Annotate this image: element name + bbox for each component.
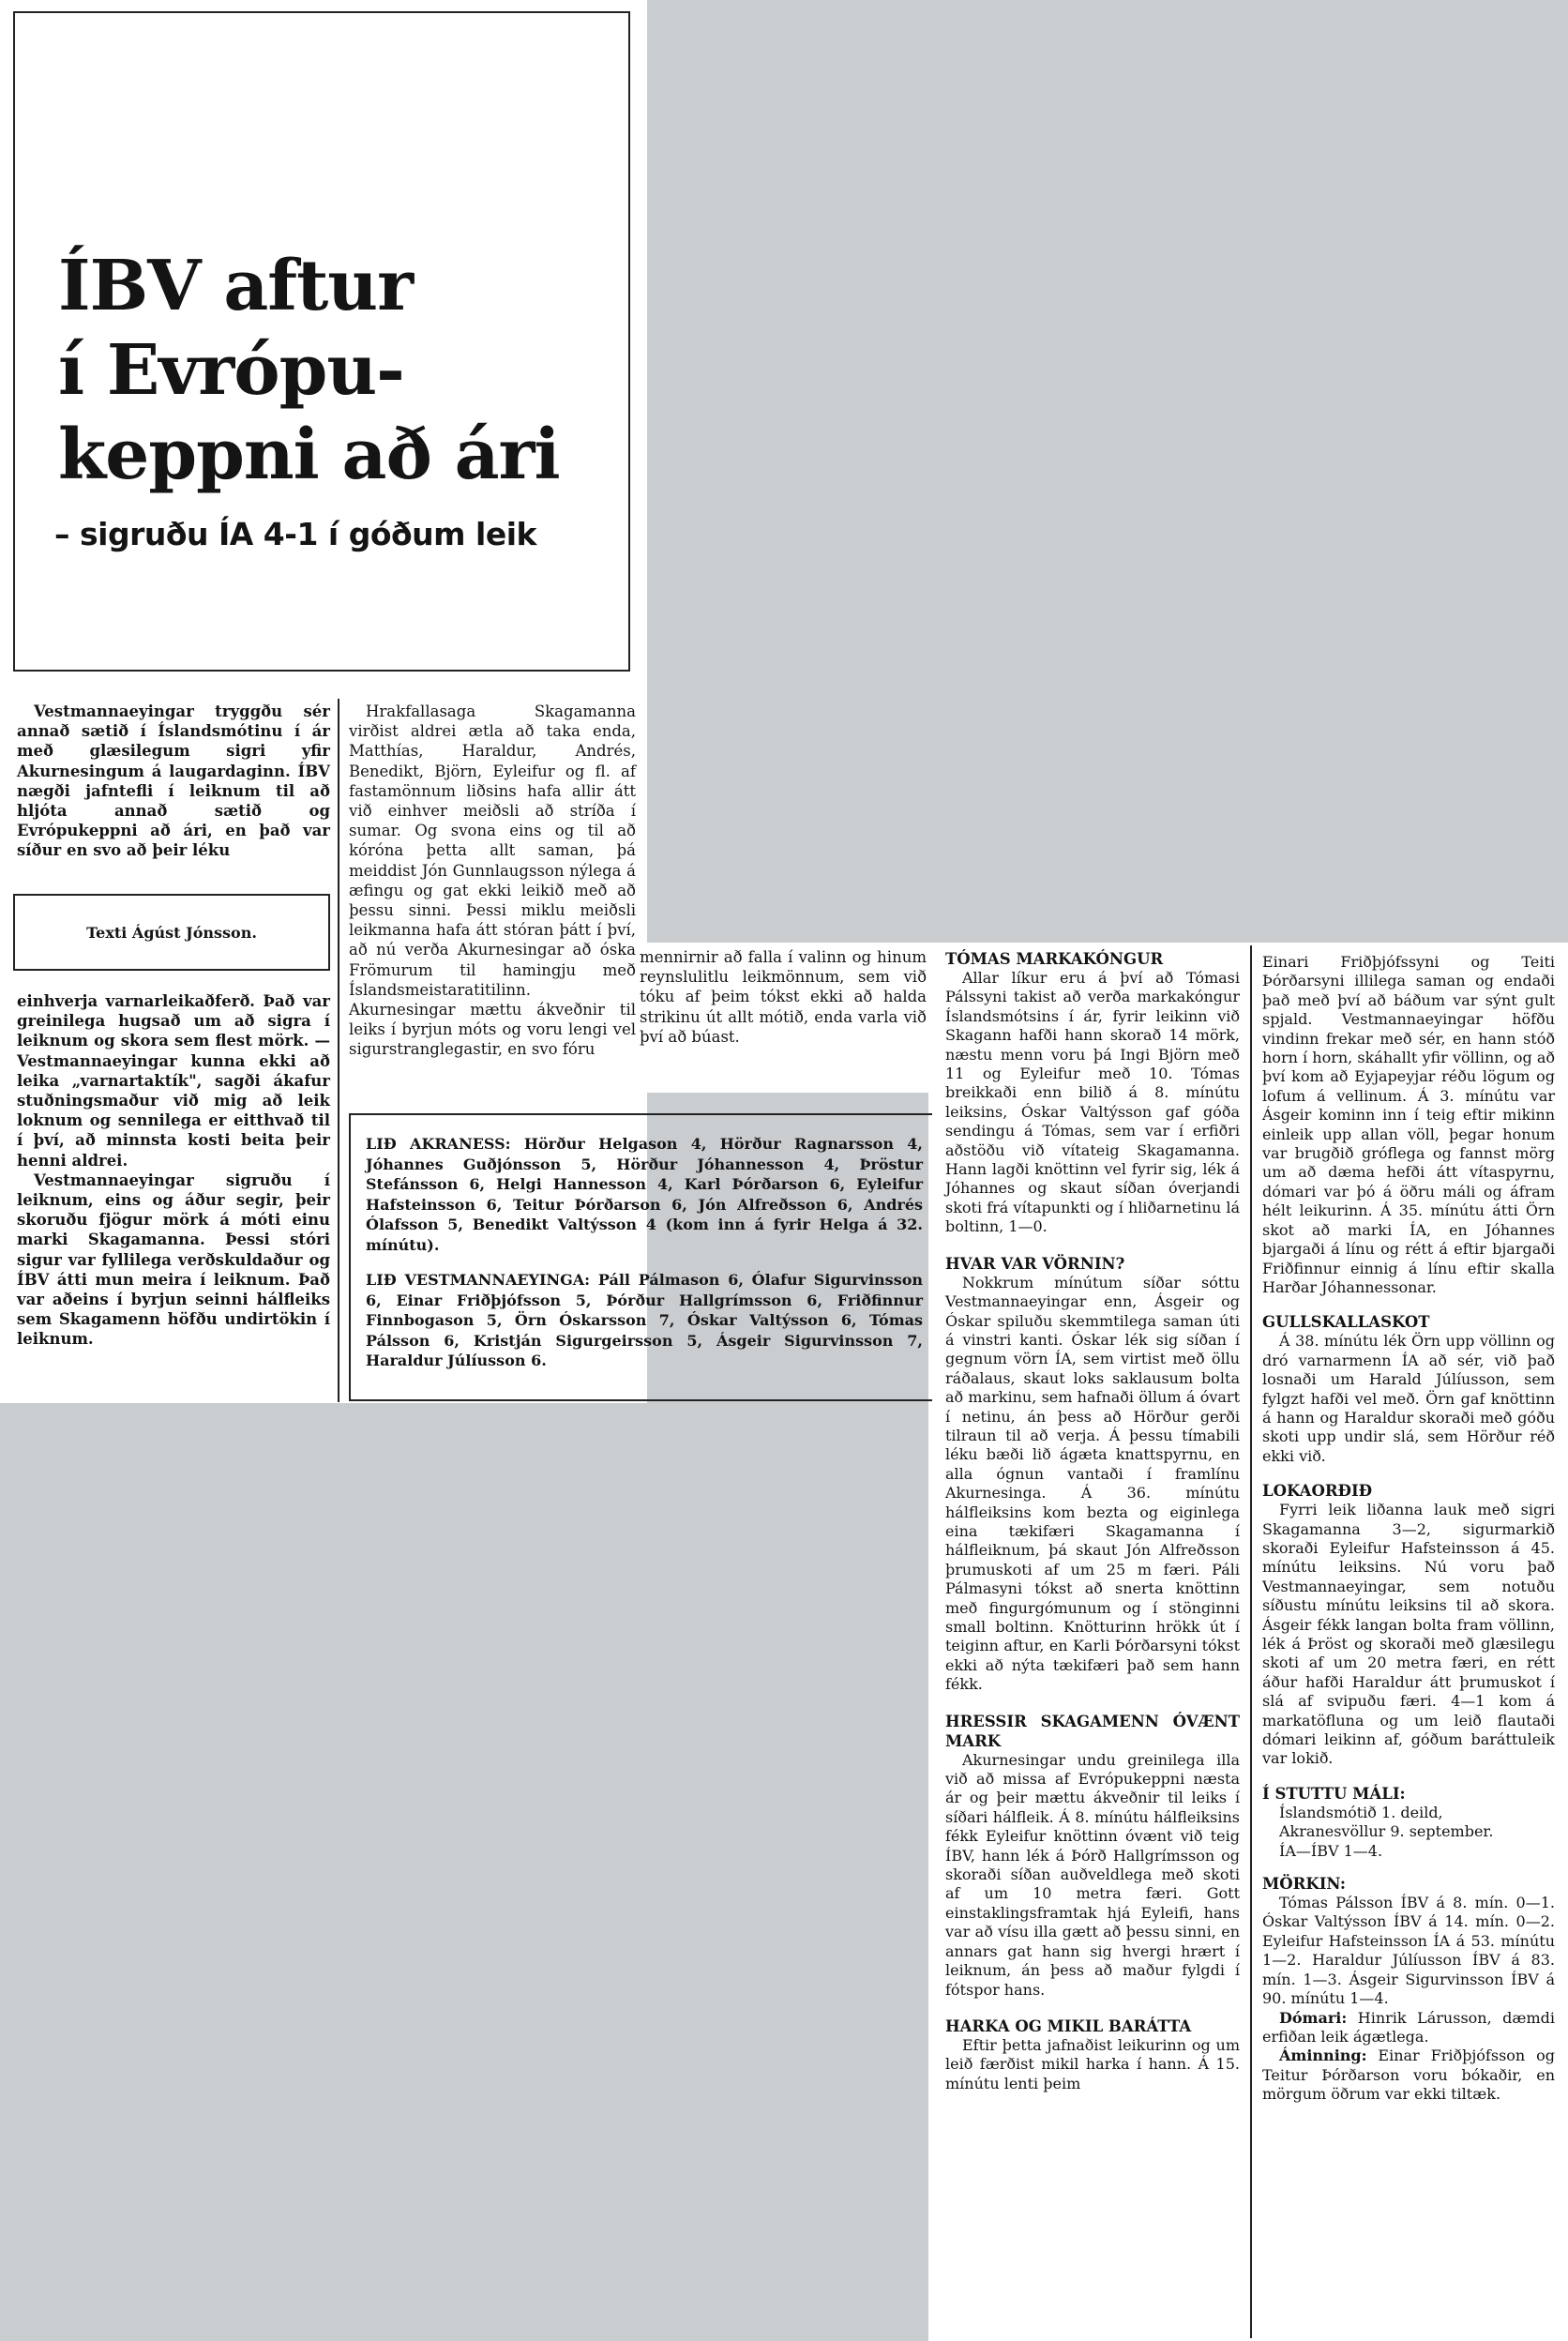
paragraph: Vestmannaeyingar sigruðu í leiknum, eins og áður segir, þeir skoruðu fjögur mörk á móti einu marki Skagamanna. Þessi stóri sigur var fyllilega verðskuldaður og ÍBV átti mun meira í leiknum. Það var aðeins í byrjun seinni hálfleiks sem Skagamenn höfðu undirtökin í leiknum. [17,1170,330,1349]
paragraph: Einari Friðþjófssyni og Teiti Þórðarsyni illilega saman og endaði það með því að báðum var sýnt gult spjald. Vestmannaeyingar höfðu vindinn frekar með sér, en hann stóð horn í horn, skáhallt yfir völlinn, og að því kom að Eyjapeyjar réðu lögum og lofum á vellinum. Á 3. mínútu var Ásgeir kominn inn í teig eftir mikinn einleik upp allan völl, þegar honum var brugðið gróflega og fannst mörg um að dæma hefði átt vítaspyrnu, dómari var þó á öðru máli og áfram hélt leikurinn. Á 35. mínútu átti Örn skot að marki ÍA, en Jóhannes bjargaði á línu og rétt á eftir bjargaði Friðfinnur einnig á línu eftir skalla Harðar Jóhannessonar. [1262,953,1555,1296]
section-heading: HRESSIR SKAGAMENN ÓVÆNT MARK [945,1712,1240,1750]
column-rule [338,699,339,1402]
section-heading: GULLSKALLASKOT [1262,1313,1430,1332]
paragraph: einhverja varnarleikaðferð. Það var greinilega hugsað um að sigra í leiknum og skora sem flest mörk. — Vestmannaeyingar kunna ekki að leika „varnartaktík", sagði ákafur stuðningsmaður við mig að leik loknum og sennilega er eitthvað til í því, að minnsta kosti beita þeir henni aldrei. [17,992,330,1170]
byline-box [13,894,330,971]
column-3 [640,947,927,1047]
column-1-bottom [17,991,330,1350]
summary-heading: Í STUTTU MÁLI: [1262,1784,1406,1803]
column-rule [1250,945,1252,2338]
lineup-akranes: LIÐ AKRANESS: Hörður Helgason 4, Hörður Ragnarsson 4, Jóhannes Guðjónsson 5, Hörður Jóhannesson 4, Þröstur Stefánsson 6, Helgi Hannesson 4, Karl Þórðarson 6, Eyleifur Hafsteinsson 6, Teitur Þórðarson 6, Jón Alfreðsson 6, Andrés Ólafsson 5, Benedikt Valtýsson 4 (kom inn á fyrir Helga á 32. mínútu). [366,1135,923,1254]
headline [58,244,560,497]
warning-text: Einar Friðþjófsson og Teitur Þórðarson voru bókaðir, en mörgum öðrum var ekki tiltæk. [1262,2046,1555,2104]
paragraph: Allar líkur eru á því að Tómasi Pálssyni takist að verða markakóngur Íslandsmótsins í ár, fyrir leikinn við Skagann hafði hann skorað 14 mörk, næstu menn voru þá Ingi Björn með 11 og Eyleifur með 10. Tómas breikkaði enn bilið á 8. mínútu leiksins, Óskar Valtýsson gaf góða sendingu á Tómas, sem var í erfiðri aðstöðu við vítateig Skagamanna. Hann lagði knöttinn vel fyrir sig, lék á Jóhannes og skaut síðan óverjandi skoti frá vítapunkti og í hliðarnetinu lá boltinn, 1—0. [945,969,1240,1236]
section-heading: TÓMAS MARKAKÓNGUR [945,950,1164,968]
goals-text: Tómas Pálsson ÍBV á 8. mín. 0—1. Óskar Valtýsson ÍBV á 14. mín. 0—2. Eyleifur Hafsteinsson ÍA á 53. mínútu 1—2. Haraldur Júlíusson ÍBV á 83. mín. 1—3. Ásgeir Sigurvinsson ÍBV á 90. mínútu 1—4. [1262,1894,1555,2008]
column-4 [945,949,1240,2093]
lineups-box [349,1113,932,1401]
summary-line: Akranesvöllur 9. september. [1279,1822,1494,1841]
headline-line-3: keppni að ári [58,415,560,495]
paragraph: Eftir þetta jafnaðist leikurinn og um leið færðist mikil harka í hann. Á 15. mínútu lenti þeim [945,2035,1240,2092]
column-5 [1262,953,1555,2105]
headline-line-2: í Evrópu- [58,330,404,411]
summary-line: Íslandsmótið 1. deild, [1279,1803,1443,1821]
section-heading: LOKAORÐIÐ [1262,1482,1373,1501]
warning-label: Áminning: [1279,2046,1367,2065]
referee-text: Hinrik Lárusson, dæmdi erfiðan leik ágætlega. [1262,2008,1555,2046]
column-2 [349,702,636,1060]
paragraph: Hrakfallasaga Skagamanna virðist aldrei ætla að taka enda, Matthías, Haraldur, Andrés, Benedikt, Björn, Eyleifur og fl. af fastamönnum liðsins hafa allir átt við einhver meiðsli að stríða í sumar. Og svona eins og til að kóróna þetta allt saman, þá meiddist Jón Gunnlaugsson nýlega á æfingu og gat ekki leikið með að þessu sinni. Þessi miklu meiðsli leikmanna hafa átt stóran þátt í því, að nú verða Akurnesingar að óska Frömurum til hamingju með Íslandsmeistaratitilinn. Akurnesingar mættu ákveðnir til leiks í byrjun móts og voru lengi vel sigurstranglegastir, en svo fóru [349,702,636,1059]
section-heading: HVAR VAR VÖRNIN? [945,1254,1125,1273]
paragraph: Fyrri leik liðanna lauk með sigri Skagamanna 3—2, sigurmarkið skoraði Eyleifur Hafsteinsson á 45. mínútu leiksins. Nú voru það Vestmannaeyingar, sem notuðu síðustu mínútu leiksins til að skora. Ásgeir fékk langan bolta fram völlinn, lék á Þröst og skoraði með glæsilegu skoti af um 20 metra færi, en rétt áður hafði Haraldur átt þrumuskot í slá af svipuðu færi. 4—1 kom á markatöfluna og um leið flautaði dómari leikinn af, góðum baráttuleik var lokið. [1262,1501,1555,1768]
headline-line-1: ÍBV aftur [58,246,414,326]
summary-line: ÍA—ÍBV 1—4. [1279,1841,1383,1860]
paragraph: Nokkrum mínútum síðar sóttu Vestmannaeyingar enn, Ásgeir og Óskar spiluðu skemmtilega saman úti á vinstri kanti. Óskar lék sig síðan í gegnum vörn ÍA, sem virtist með öllu ráðalaus, skaut loks saklausum bolta að markinu, sem hafnaði öllum á óvart í netinu, án þess að Hörður gerði tilraun til að verja. Á þessu tímabili léku bæði lið ágæta knattspyrnu, en alla ógnun vantaði í framlínu Akurnesinga. Á 36. mínútu hálfleiksins kom bezta og eiginlega eina tækifæri Skagamanna í hálfleiknum, þá skaut Jón Alfreðsson þrumuskoti af um 25 m færi. Páli Pálmasyni tókst að snerta knöttinn með fingurgómunum og í stönginni small boltinn. Knötturinn hrökk út í teiginn aftur, en Karli Þórðarsyni tókst ekki að nýta tækifæri það sem hann fékk. [945,1273,1240,1694]
subtitle: – sigruðu ÍA 4-1 í góðum leik [54,516,536,552]
lead-paragraph [17,702,330,861]
lead-text: Vestmannaeyingar tryggðu sér annað sætið í Íslandsmótinu í ár með glæsilegum sigri yfir Akurnesingum á laugardaginn. ÍBV nægði jafntefli í leiknum til að hljóta annað sætið og Evrópukeppni að ári, en það var síður en svo að þeir léku [17,702,330,860]
goals-heading: MÖRKIN: [1262,1875,1346,1894]
byline: Texti Ágúst Jónsson. [86,923,257,942]
paragraph: Akurnesingar undu greinilega illa við að missa af Evrópukeppni næsta ár og þeir mættu ákveðnir til leiks í síðari hálfleik. Á 8. mínútu hálfleiksins fékk Eyleifur knöttinn óvænt við teig ÍBV, hann lék á Þórð Hallgrímsson og skoraði síðan auðveldlega með skoti af um 10 metra færi. Gott einstaklingsframtak hjá Eyleifi, hans var að vísu illa gætt að þessu sinni, en annars gat hann sig hvergi hrært í leiknum, án þess að maður fylgdi í fótspor hans. [945,1750,1240,1999]
referee-label: Dómari: [1279,2008,1348,2027]
paragraph: mennirnir að falla í valinn og hinum reynslulitlu leikmönnum, sem við tóku af þeim tókst ekki að halda strikinu út allt mótið, enda varla við því að búast. [640,948,927,1046]
paragraph: Á 38. mínútu lék Örn upp völlinn og dró varnarmenn ÍA að sér, við það losnaði um Harald Júlíusson, sem fylgzt hafði vel með. Örn gaf knöttinn á hann og Haraldur skoraði með góðu skoti upp undir slá, sem Hörður réð ekki við. [1262,1332,1555,1465]
section-heading: HARKA OG MIKIL BARÁTTA [945,2016,1192,2035]
lineup-vestmannaeyjar: LIÐ VESTMANNAEYINGA: Páll Pálmason 6, Ólafur Sigurvinsson 6, Einar Friðþjófsson 5, Þórður Hallgrímsson 6, Friðfinnur Finnbogason 5, Örn Óskarsson 7, Óskar Valtýsson 6, Tómas Pálsson 6, Kristján Sigurgeirsson 5, Ásgeir Sigurvinsson 7, Haraldur Júlíusson 6. [366,1271,923,1369]
